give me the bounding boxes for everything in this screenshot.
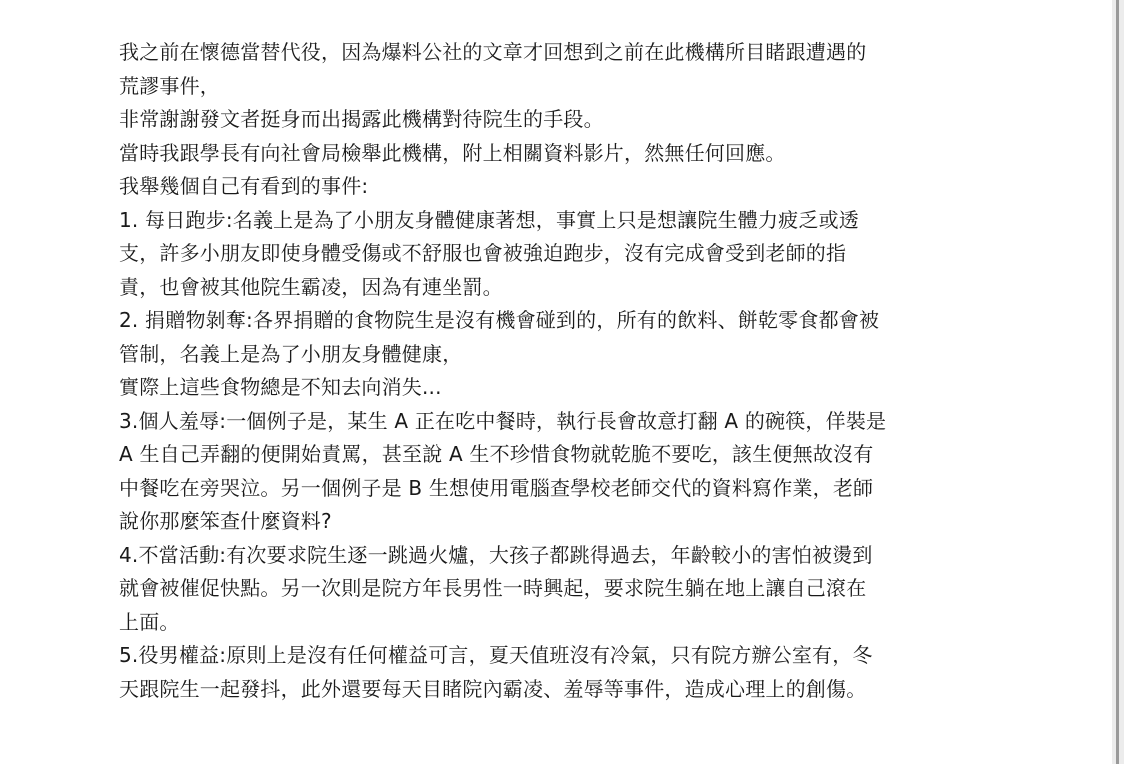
- text-line: 我之前在懷德當替代役，因為爆料公社的文章才回想到之前在此機構所目睹跟遭遇的: [119, 40, 867, 64]
- text-line: 中餐吃在旁哭泣。另一個例子是 B 生想使用電腦查學校老師交代的資料寫作業，老師: [119, 475, 874, 500]
- text-line: 1. 每日跑步:名義上是為了小朋友身體健康著想，事實上只是想讓院生體力疲乏或透: [119, 207, 859, 232]
- text-line: 管制，名義上是為了小朋友身體健康，: [119, 341, 463, 366]
- text-line: 非常謝謝發文者挺身而出揭露此機構對待院生的手段。: [119, 107, 604, 131]
- text-line: 天跟院生一起發抖，此外還要每天目睹院內霸凌、羞辱等事件，造成心理上的創傷。: [119, 676, 867, 701]
- text-line: 責，也會被其他院生霸凌，因為有連坐罰。: [119, 274, 503, 299]
- text-line: 3.個人羞辱:一個例子是，某生 A 正在吃中餐時，執行長會故意打翻 A 的碗筷，佯裝是: [119, 408, 887, 433]
- document-text: [119, 36, 999, 706]
- text-line: 說你那麼笨查什麼資料?: [119, 509, 332, 533]
- text-line: A 生自己弄翻的便開始責罵，甚至說 A 生不珍惜食物就乾脆不要吃，該生便無故沒有: [119, 442, 874, 466]
- window-edge-divider: [1116, 0, 1119, 764]
- text-line: 4.不當活動:有次要求院生逐一跳過火爐，大孩子都跳得過去，年齡較小的害怕被燙到: [119, 542, 873, 567]
- text-line: 荒謬事件，: [119, 73, 220, 98]
- text-line: 2. 捐贈物剝奪:各界捐贈的食物院生是沒有機會碰到的，所有的飲料、餅乾零食都會被: [119, 308, 880, 332]
- text-line: 就會被催促快點。另一次則是院方年長男性一時興起，要求院生躺在地上讓自己滾在: [119, 576, 867, 600]
- text-line: 上面。: [119, 609, 180, 634]
- text-line: 支，許多小朋友即使身體受傷或不舒服也會被強迫跑步，沒有完成會受到老師的指: [119, 241, 847, 265]
- text-line: 當時我跟學長有向社會局檢舉此機構，附上相關資料影片，然無任何回應。: [119, 140, 786, 165]
- text-line: 5.役男權益:原則上是沒有任何權益可言，夏天值班沒有冷氣，只有院方辦公室有，冬: [119, 643, 873, 667]
- text-line: 實際上這些食物總是不知去向消失...: [119, 375, 442, 399]
- text-line: 我舉幾個自己有看到的事件:: [119, 174, 369, 198]
